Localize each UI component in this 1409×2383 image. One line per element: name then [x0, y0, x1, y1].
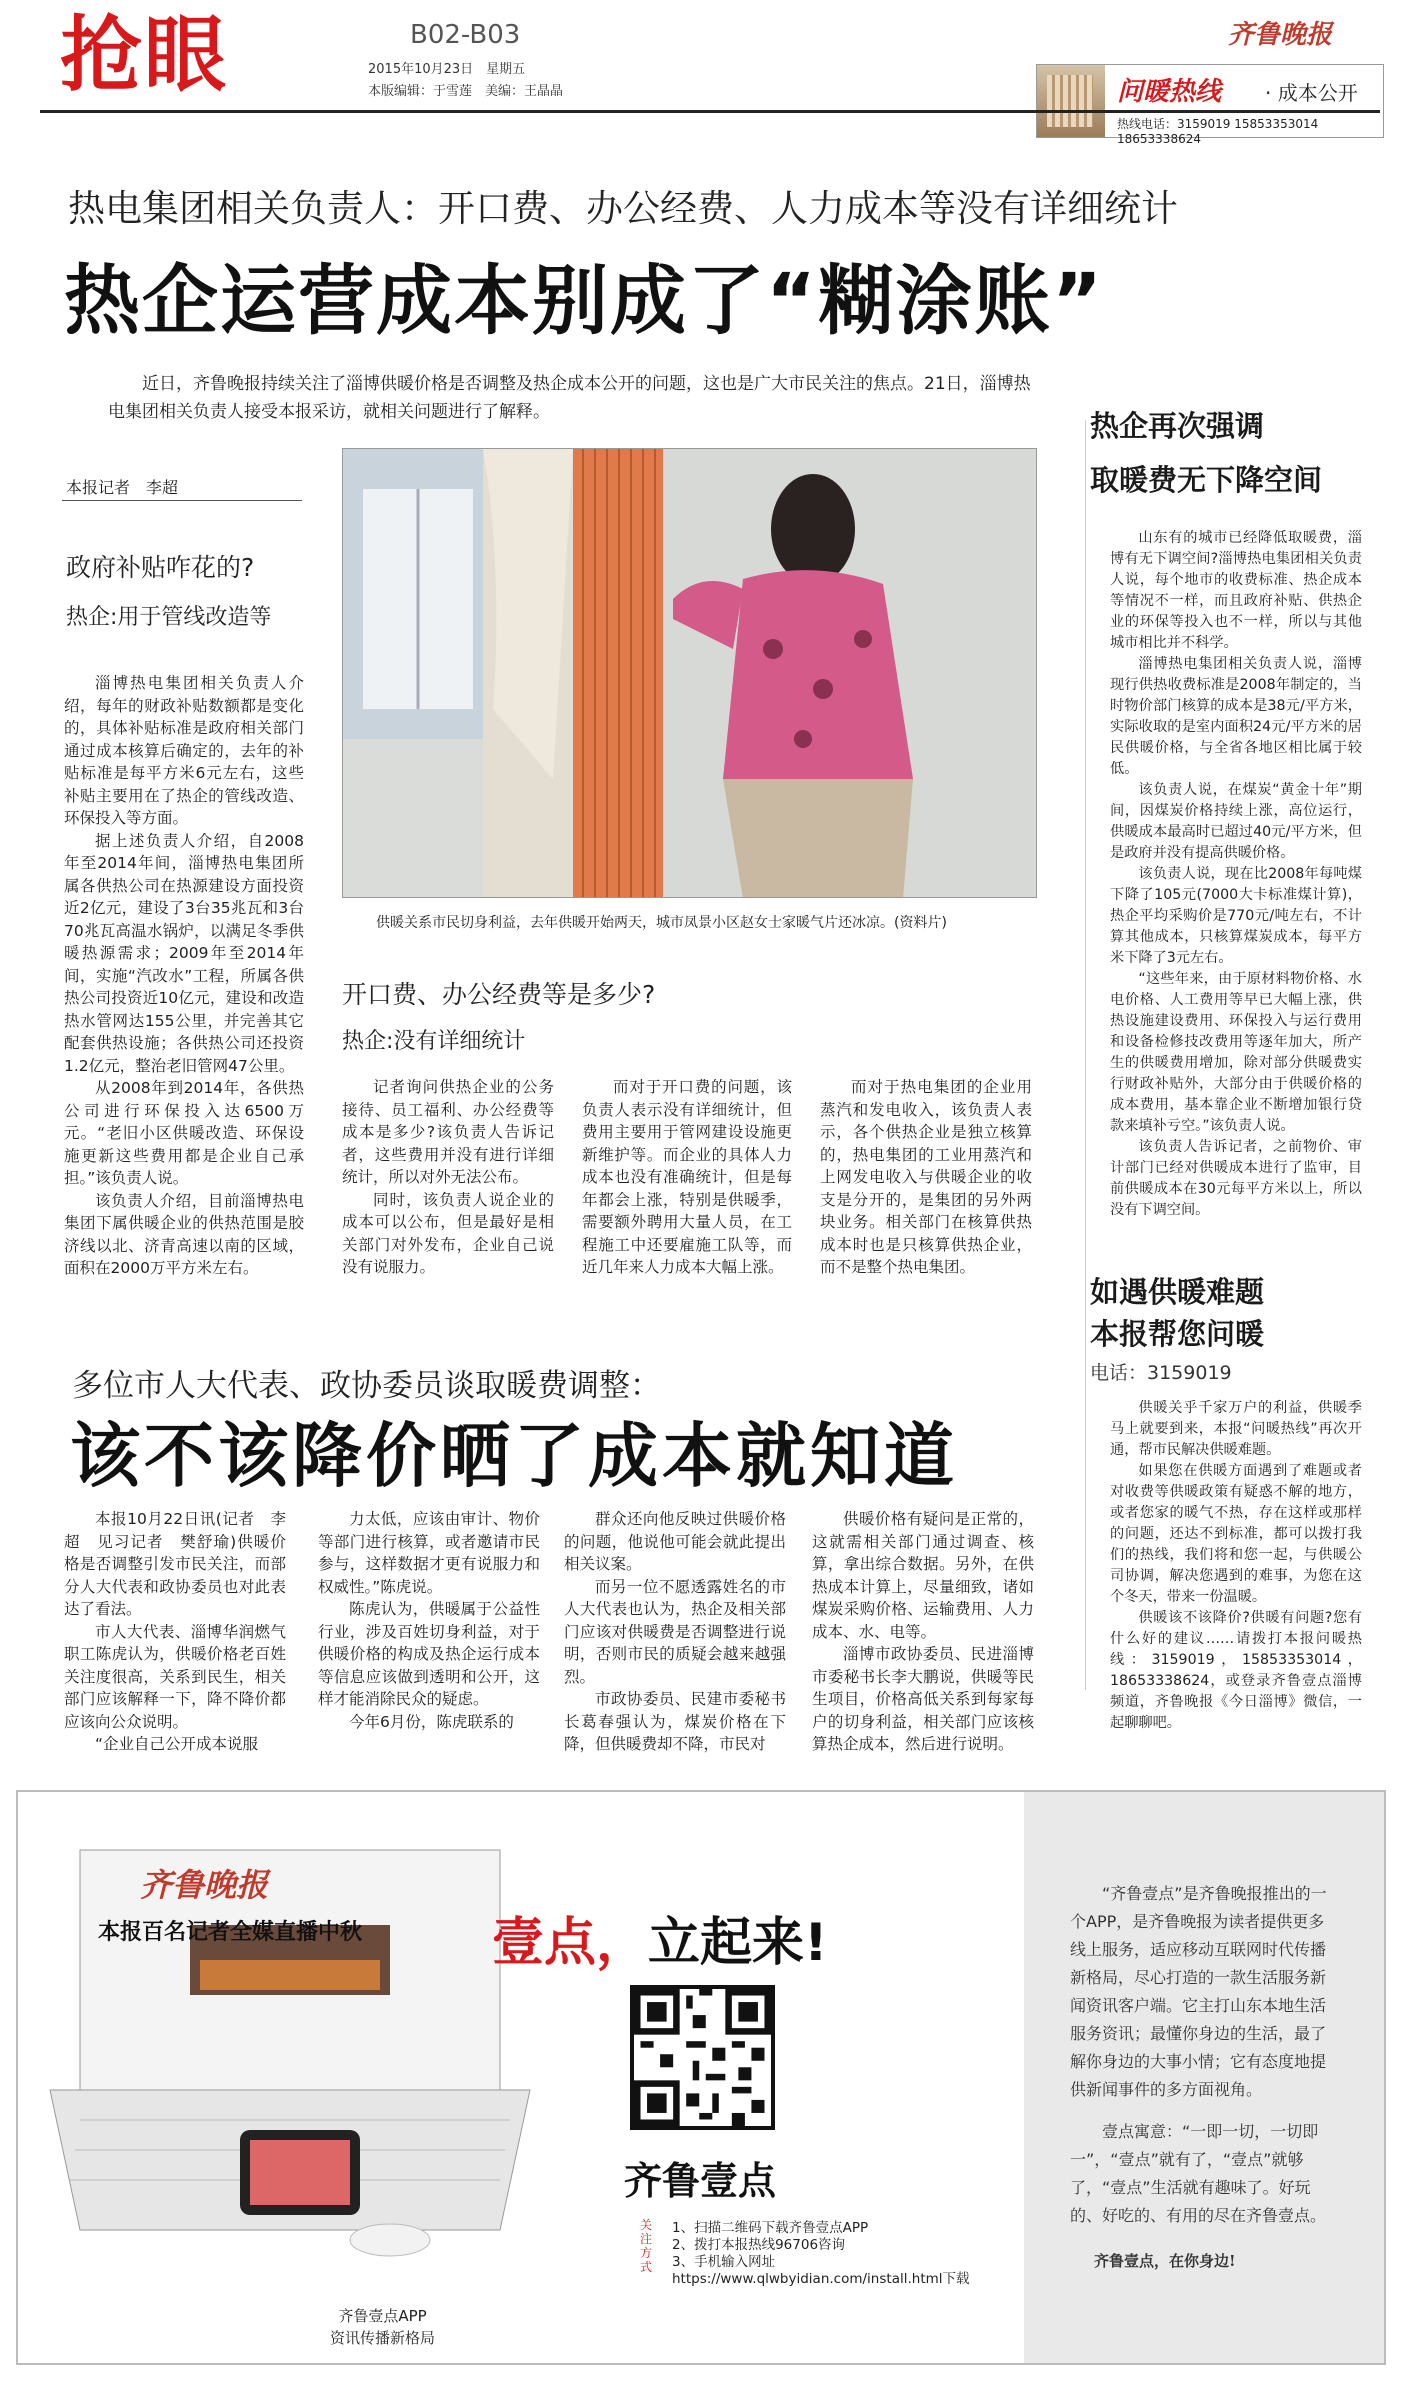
- help-title-1: 如遇供暖难题: [1090, 1275, 1265, 1309]
- subhead-a1: 热企:用于管线改造等: [66, 605, 272, 630]
- paragraph: 记者询问供热企业的公务接待、员工福利、办公经费等成本是多少?该负责人告诉记者，这些费用并没有进行详细统计，所以对外无法公布。: [342, 1078, 554, 1186]
- story2-headline: 该不该降价晒了成本就知道: [70, 1415, 958, 1497]
- paragraph: 而对于开口费的问题，该负责人表示没有详细统计，但费用主要用于管网建设设施更新维护等。而企业的具体人力成本也没有准确统计，但是每年都会上涨，特别是供暖季，需要额外聘用大量人员，在工程施工中还要雇施工队等，而近几年来人力成本大幅上涨。: [582, 1078, 792, 1276]
- story1-lead: 近日，齐鲁晚报持续关注了淄博供暖价格是否调整及热企成本公开的问题，这也是广大市民关注的焦点。21日，淄博热电集团相关负责人接受本报采访，就相关问题进行了解释。: [108, 374, 1031, 422]
- paragraph: 力太低，应该由审计、物价等部门进行核算，或者邀请市民参与，这样数据才更有说服力和权威性。”陈虎说。: [318, 1510, 540, 1596]
- subhead-q2: 开口费、办公经费等是多少?: [342, 980, 656, 1009]
- caption-line: 齐鲁壹点APP: [338, 2307, 427, 2325]
- paragraph: 该负责人介绍，目前淄博热电集团下属供暖企业的供热范围是胶济线以北、济青高速以南的区域，面积在2000万平方米左右。: [64, 1191, 304, 1277]
- qr-code[interactable]: [630, 1985, 775, 2130]
- paragraph: 从2008年到2014年，各供热公司进行环保投入达6500万元。“老旧小区供暖改造、环保设施更新这些费用都是企业自己承担。”该负责人说。: [64, 1079, 304, 1187]
- paragraph: 而另一位不愿透露姓名的市人大代表也认为，热企及相关部门应该对供暖费是否调整进行说明，否则市民的质疑会越来越强烈。: [564, 1577, 786, 1686]
- app-name-logo: 齐鲁壹点: [624, 2159, 777, 2203]
- paragraph: 供暖该不该降价?供暖有问题?您有什么好的建议……请拨打本报问暖热线：3159019，15853353014，18653338624，或登录齐鲁壹点淄博频道，齐鲁晚报《今日淄博》微信，一起聊聊吧。: [1110, 1610, 1362, 1731]
- paragraph: “企业自己公开成本说服: [95, 1735, 259, 1753]
- story1-headline: 热企运营成本别成了“糊涂账”: [64, 256, 1104, 345]
- paragraph: “这些年来，由于原材料物价格、水电价格、人工费用等早已大幅上涨，供热设施建设费用、环保投入与运行费用和设备检修技改费用等逐年加大，所产生的供暖费用增加，除对部分供暖费实行财政补贴外，大部分由于供暖价格的成本费用，基本靠企业不断增加银行贷款来填补亏空。”该负责人说。: [1110, 971, 1362, 1134]
- radiator-photo: [1037, 65, 1105, 137]
- paragraph: 壹点寓意：“一即一切，一切即一”，“壹点”就有了，“壹点”就够了，“壹点”生活就有趣味了。好玩的、好吃的、有用的尽在齐鲁壹点。: [1070, 2122, 1327, 2225]
- paragraph: 供暖关乎千家万户的利益，供暖季马上就要到来，本报“问暖热线”再次开通，帮市民解决供暖难题。: [1110, 1400, 1362, 1458]
- story1-column-4: [820, 1076, 1032, 1279]
- ad-paper-brand: 齐鲁晚报: [140, 1866, 269, 1904]
- paragraph: 陈虎认为，供暖属于公益性行业，涉及百姓切身利益，对于供暖价格的构成及热企运行成本等信息应该做到透明和公开，这样才能消除民众的疑虑。: [318, 1600, 540, 1708]
- story2-kicker: 多位市人大代表、政协委员谈取暖费调整：: [72, 1368, 661, 1404]
- download-url[interactable]: https://www.qlwbyidian.com/install.html下载: [672, 2271, 970, 2287]
- story1-column-1: [64, 672, 304, 1280]
- paragraph: 该负责人说，在煤炭“黄金十年”期间，因煤炭价格持续上涨，高位运行，供暖成本最高时已超过40元/平方米，但是政府并没有提高供暖价格。: [1110, 782, 1362, 861]
- sidebar-body: [1110, 528, 1362, 1221]
- paragraph: 山东有的城市已经降低取暖费，淄博有无下调空间?淄博热电集团相关负责人说，每个地市的收费标准、热企成本等情况不一样，而且政府补贴、供热企业的环保等投入也不一样，所以与其他城市相比并不科学。: [1110, 530, 1362, 651]
- hotline-banner: [1036, 64, 1384, 146]
- step-item: 1、扫描二维码下载齐鲁壹点APP: [672, 2220, 869, 2236]
- slogan-black: 立起来!: [648, 1913, 828, 1973]
- hotline-title: 问暖热线: [1117, 77, 1222, 107]
- paragraph: 今年6月份，陈虎联系的: [349, 1712, 514, 1731]
- sidebar-title-2: 取暖费无下降空间: [1090, 463, 1323, 497]
- paragraph: 据上述负责人介绍，自2008年至2014年间，淄博热电集团所属各供热公司在热源建设方面投资近2亿元，建设了3台35兆瓦和3台70兆瓦高温水锅炉，以满足冬季供暖热源需求；2009年至2014年间，实施“汽改水”工程，所属各供热公司投资近10亿元，建设和改造热水管网达155公里，并完善其它配套供热设施；各供热公司还投资1.2亿元，整治老旧管网47公里。: [64, 831, 304, 1075]
- story1-column-3: [582, 1076, 792, 1279]
- paragraph: 如果您在供暖方面遇到了难题或者对收费等供暖政策有疑惑不解的地方，或者您家的暖气不热，存在这样或那样的问题，还达不到标准，都可以拨打我们的热线，我们将和您一起，与供暖公司协调，解决您遇到的难事，为您在这个冬天，带来一份温暖。: [1110, 1463, 1362, 1605]
- sidebar-divider: [1085, 420, 1086, 1690]
- story2-column-1: [64, 1508, 286, 1756]
- paragraph: “齐鲁壹点”是齐鲁晚报推出的一个APP，是齐鲁晚报为读者提供更多线上服务，适应移动互联网时代传播新格局，尽心打造的一款生活服务新闻资讯客户端。它主打山东本地生活服务资讯；最懂你身边的生活，最了解你身边的大事小情；它有态度地提供新闻事件的多方面视角。: [1070, 1884, 1327, 2099]
- photo-caption: 供暖关系市民切身利益，去年供暖开始两天，城市凤景小区赵女士家暖气片还冰凉。(资料片): [376, 915, 947, 931]
- photo-illustration: [343, 449, 1037, 898]
- qr-pattern: [634, 1989, 771, 2126]
- paragraph: 市人大代表、淄博华润燃气职工陈虎认为，供暖价格老百姓关注度很高，关系到民生，相关部门应该解释一下，降不降价都应该向公众说明。: [64, 1622, 286, 1731]
- ad-tagline: 齐鲁壹点，在你身边!: [1094, 2252, 1236, 2270]
- paragraph: 淄博热电集团相关负责人介绍，每年的财政补贴数额都是变化的，具体补贴标准是政府相关部门通过成本核算后确定的，去年的补贴标准是每平方米6元左右，这些补贴主要用在了热企的管线改造、环保投入等方面。: [64, 674, 304, 827]
- hotline-subtitle: · 成本公开: [1265, 81, 1358, 105]
- subhead-q1: 政府补贴咋花的?: [66, 553, 255, 582]
- byline: 本报记者 李超: [66, 478, 179, 497]
- step-item: 2、拨打本报热线96706咨询: [672, 2237, 846, 2253]
- paragraph: 淄博市政协委员、民进淄博市委秘书长李大鹏说，供暖等民生项目，价格高低关系到每家每户的切身利益，相关部门应该核算热企成本，然后进行说明。: [812, 1645, 1034, 1753]
- editor-credits: 本版编辑：于雪莲 美编：王晶晶: [368, 84, 564, 99]
- steps-label: 关注方式: [640, 2218, 653, 2274]
- ad-paper-headline: 本报百名记者全媒直播中秋: [98, 1920, 363, 1945]
- paragraph: 市政协委员、民建市委秘书长葛春强认为，煤炭价格在下降，但供暖费却不降，市民对: [564, 1690, 786, 1753]
- newspaper-logo: 齐鲁晚报: [1228, 20, 1333, 50]
- paragraph: 群众还向他反映过供暖价格的问题，他说他可能会就此提出相关议案。: [564, 1510, 786, 1573]
- step-item: 3、手机输入网址: [672, 2254, 776, 2270]
- page-numbers: B02-B03: [410, 20, 521, 50]
- paragraph: 同时，该负责人说企业的成本可以公布，但是最好是相关部门对外发布，企业自己说没有说服力。: [342, 1190, 554, 1276]
- slogan-red: 壹点，: [492, 1913, 649, 1973]
- byline-rule: [62, 500, 302, 501]
- hotline-phone: 热线电话：3159019 15853353014 18653338624: [1117, 117, 1319, 146]
- sidebar-title-1: 热企再次强调: [1090, 409, 1265, 443]
- help-body: [1110, 1398, 1362, 1734]
- story2-column-3: [564, 1508, 786, 1756]
- ad-slogan: [492, 1900, 828, 1975]
- laptop-newspaper-illustration: [40, 1830, 540, 2270]
- paragraph: 淄博热电集团相关负责人说，淄博现行供热收费标准是2008年制定的，当时物价部门核算的成本是38元/平方米，实际收取的是室内面积24元/平方米的居民供暖价格，与全省各地区相比属于较低。: [1110, 656, 1362, 777]
- app-caption: [330, 2305, 435, 2349]
- section-masthead: 抢眼: [60, 8, 229, 103]
- dateline: 2015年10月23日 星期五: [368, 62, 526, 77]
- help-phone: 电话：3159019: [1090, 1362, 1232, 1384]
- help-title-2: 本报帮您问暖: [1090, 1317, 1265, 1351]
- news-photo: [342, 448, 1037, 898]
- subhead-a2: 热企:没有详细统计: [342, 1029, 526, 1054]
- paragraph: 而对于热电集团的企业用蒸汽和发电收入，该负责人表示，各个供热企业是独立核算的，热电集团的工业用蒸汽和上网发电收入与供暖企业的收支是分开的，是集团的另外两块业务。相关部门在核算供热成本时也是只核算供热企业，而不是整个热电集团。: [820, 1078, 1032, 1276]
- ad-side-text: [1070, 1880, 1340, 2230]
- caption-line: 资讯传播新格局: [330, 2329, 436, 2347]
- paragraph: 本报10月22日讯(记者 李超 见习记者 樊舒瑜)供暖价格是否调整引发市民关注，而部分人大代表和政协委员也对此表达了看法。: [64, 1510, 286, 1618]
- paragraph: 供暖价格有疑问是正常的，这就需相关部门通过调查、核算，拿出综合数据。另外，在供热成本计算上，尽量细致，诸如煤炭采购价格、运输费用、人力成本、水、电等。: [812, 1510, 1034, 1641]
- story1-kicker: 热电集团相关负责人：开口费、办公经费、人力成本等没有详细统计: [68, 187, 1178, 230]
- story2-column-4: [812, 1508, 1034, 1756]
- story2-column-2: [318, 1508, 540, 1733]
- paragraph: 该负责人告诉记者，之前物价、审计部门已经对供暖成本进行了监审，目前供暖成本在30元每平方米以上，所以没有下调空间。: [1110, 1139, 1362, 1218]
- header-rule: [40, 110, 1380, 113]
- story1-column-2: [342, 1076, 554, 1279]
- download-steps: [672, 2220, 970, 2288]
- paragraph: 该负责人说，现在比2008年每吨煤下降了105元(7000大卡标准煤计算)，热企平均采购价是770元/吨左右，不计算其他成本，只核算煤炭成本，每平方米下降了3元左右。: [1110, 866, 1362, 966]
